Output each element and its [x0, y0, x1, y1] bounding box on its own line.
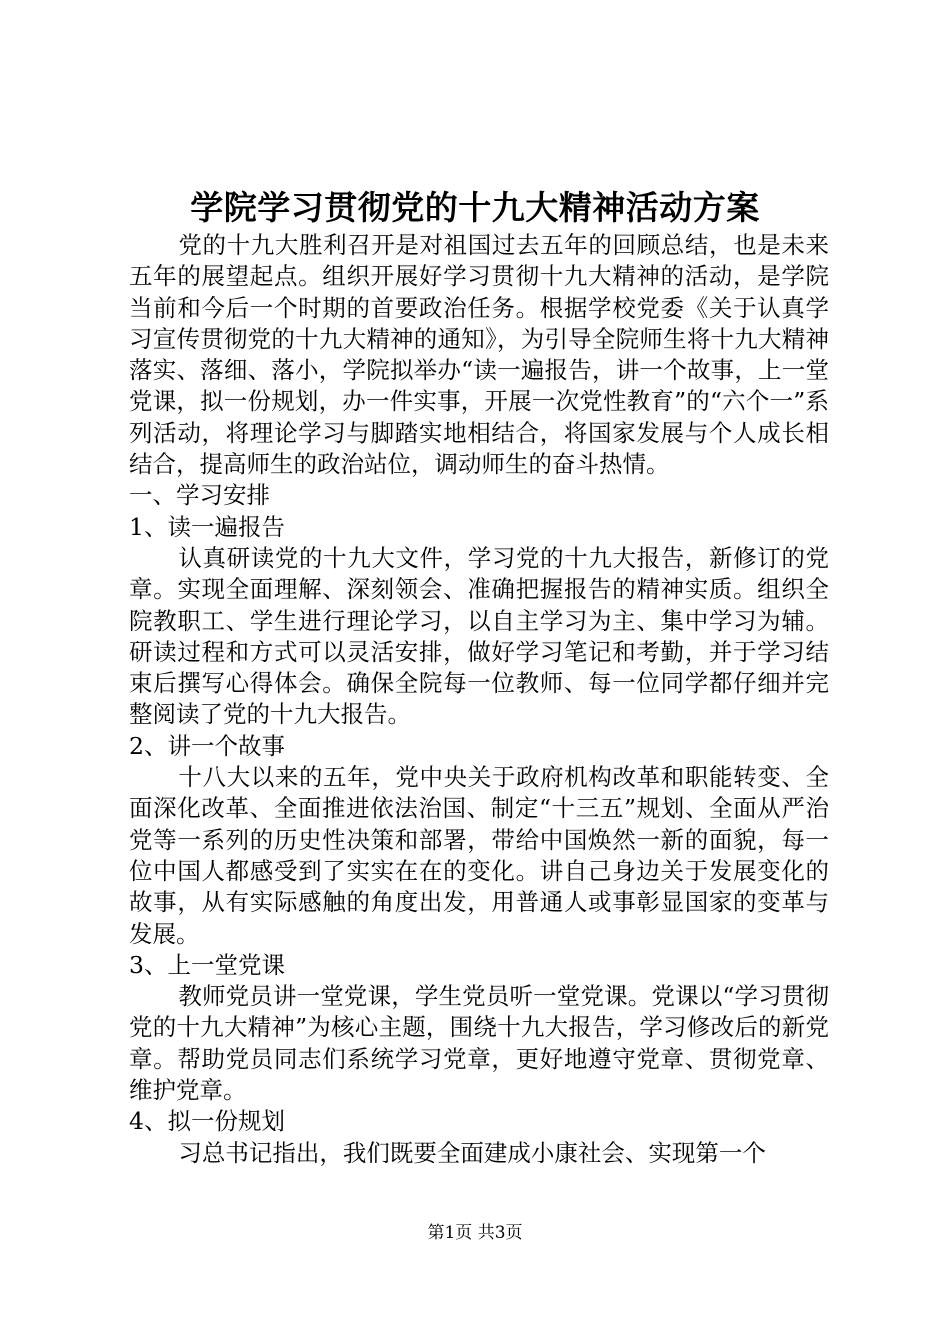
item-paragraph-party-lesson: 教师党员讲一堂党课，学生党员听一堂党课。党课以“学习贯彻党的十九大精神”为核心主题，围绕十九大报告，学习修改后的新党章。帮助党员同志们系统学习党章，更好地遵守党章、贯彻党章、维护党章。: [129, 982, 829, 1105]
page-number-footer: 第1页 共3页: [427, 1223, 523, 1243]
intro-paragraph: 党的十九大胜利召开是对祖国过去五年的回顾总结，也是未来五年的展望起点。组织开展好学习贯彻十九大精神的活动，是学院当前和今后一个时期的首要政治任务。根据学校党委《关于认真学习宣传贯彻党的十九大精神的通知》，为引导全院师生将十九大精神落实、落细、落小，学院拟举办“读一遍报告，讲一个故事，上一堂党课，拟一份规划，办一件实事，开展一次党性教育”的“六个一”系列活动，将理论学习与脚踏实地相结合，将国家发展与个人成长相结合，提高师生的政治站位，调动师生的奋斗热情。: [129, 231, 829, 479]
item-paragraph-tell-story: 十八大以来的五年，党中央关于政府机构改革和职能转变、全面深化改革、全面推进依法治国、制定“十三五”规划、全面从严治党等一系列的历史性决策和部署，带给中国焕然一新的面貌，每一位中国人都感受到了实实在在的变化。讲自己身边关于发展变化的故事，从有实际感触的角度出发，用普通人或事彰显国家的变革与发展。: [129, 763, 829, 948]
document-body: [129, 230, 829, 1169]
item-heading-party-lesson: 3、上一堂党课: [129, 950, 285, 979]
section-heading-study-arrangement: 一、学习安排: [129, 481, 270, 510]
item-heading-tell-story: 2、讲一个故事: [129, 731, 285, 760]
item-heading-read-report: 1、读一遍报告: [129, 512, 285, 541]
item-paragraph-read-report: 认真研读党的十九大文件，学习党的十九大报告，新修订的党章。实现全面理解、深刻领会、准确把握报告的精神实质。组织全院教职工、学生进行理论学习，以自主学习为主、集中学习为辅。研读过程和方式可以灵活安排，做好学习笔记和考勤，并于学习结束后撰写心得体会。确保全院每一位教师、每一位同学都仔细并完整阅读了党的十九大报告。: [129, 543, 829, 729]
document-title: 学院学习贯彻党的十九大精神活动方案: [190, 188, 760, 227]
item-heading-draft-plan: 4、拟一份规划: [129, 1107, 285, 1136]
item-paragraph-draft-plan: 习总书记指出，我们既要全面建成小康社会、实现第一个: [178, 1138, 766, 1167]
